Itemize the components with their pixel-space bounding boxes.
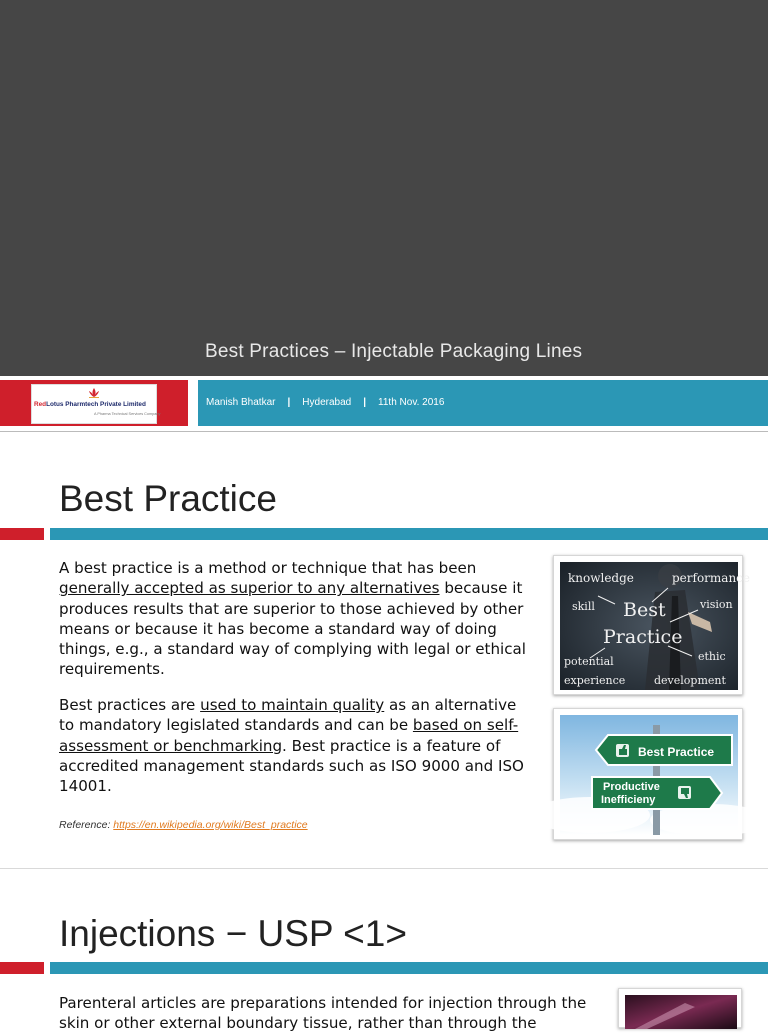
svg-text:Practice: Practice — [603, 626, 683, 648]
slide-divider — [0, 868, 768, 869]
chalkboard-illustration — [560, 562, 751, 690]
svg-text:Best: Best — [623, 599, 666, 621]
underlined-phrase: used to maintain quality — [200, 696, 385, 714]
svg-text:ethic: ethic — [698, 650, 726, 663]
thumbs-down-icon — [678, 786, 691, 799]
slide-title: Best Practice — [59, 478, 277, 519]
date: 11th Nov. 2016 — [378, 397, 445, 408]
title-background — [0, 0, 768, 376]
svg-text:performance: performance — [672, 571, 751, 585]
title-slide — [0, 0, 768, 430]
slide-title: Injections − USP <1> — [59, 913, 407, 954]
injection-image — [618, 988, 742, 1028]
underlined-phrase: based on self-assessment or benchmarking — [59, 716, 519, 755]
svg-text:skill: skill — [572, 600, 595, 613]
svg-text:knowledge: knowledge — [568, 571, 634, 585]
underlined-phrase: generally accepted as superior to any alternatives — [59, 579, 440, 598]
reference: Reference: https://en.wikipedia.org/wiki/Best_practice — [59, 819, 308, 831]
svg-text:development: development — [654, 674, 726, 687]
author: Manish Bhatkar — [206, 397, 276, 408]
lotus-icon — [87, 387, 101, 398]
svg-text:potential: potential — [564, 655, 614, 668]
reference-link[interactable]: https://en.wikipedia.org/wiki/Best_practice — [113, 819, 308, 831]
thumbs-up-icon — [616, 744, 629, 757]
presenter-info — [206, 397, 444, 408]
company-logo — [31, 384, 161, 424]
logo-text: RedLotus Pharmtech Private Limited — [34, 401, 146, 408]
injections-paragraph: Parenteral articles are preparations intended for injection through the skin or other external boundary tissue, rather than through the — [59, 994, 587, 1033]
location: Hyderabad — [302, 397, 352, 408]
svg-text:Best Practice: Best Practice — [638, 745, 715, 759]
title-accent-teal — [50, 962, 768, 974]
slide-divider — [0, 431, 768, 432]
title-accent-teal — [50, 528, 768, 540]
road-signs-illustration — [560, 715, 738, 835]
presentation-title: Best Practices – Injectable Packaging Lines — [205, 341, 583, 362]
separator: | — [363, 397, 367, 408]
road-signs-image — [553, 708, 743, 840]
injection-illustration — [625, 995, 737, 1029]
svg-text:vision: vision — [700, 598, 733, 611]
title-accent-red — [0, 528, 44, 540]
svg-text:Inefficieny: Inefficieny — [601, 794, 656, 806]
svg-text:experience: experience — [564, 674, 626, 687]
svg-text:Productive: Productive — [603, 781, 660, 793]
best-practice-chalkboard-image — [553, 555, 751, 695]
quality-paragraph: Best practices are used to maintain quality as an alternative to mandatory legislated standards and can be based on self-assessment or benchmarking. Best practice is a feature of accredited management standards such as ISO 9000 and ISO 14001. — [59, 696, 524, 796]
logo-tagline: A Pharma Technical Services Company — [94, 412, 161, 416]
separator: | — [287, 397, 291, 408]
title-accent-red — [0, 962, 44, 974]
definition-paragraph: A best practice is a method or technique that has been generally accepted as superior to any alternatives because it produces results that are superior to those achieved by other means or because it has become a standard way of doing things, e.g., a standard way of complying with legal or ethical requirements. — [59, 559, 526, 679]
